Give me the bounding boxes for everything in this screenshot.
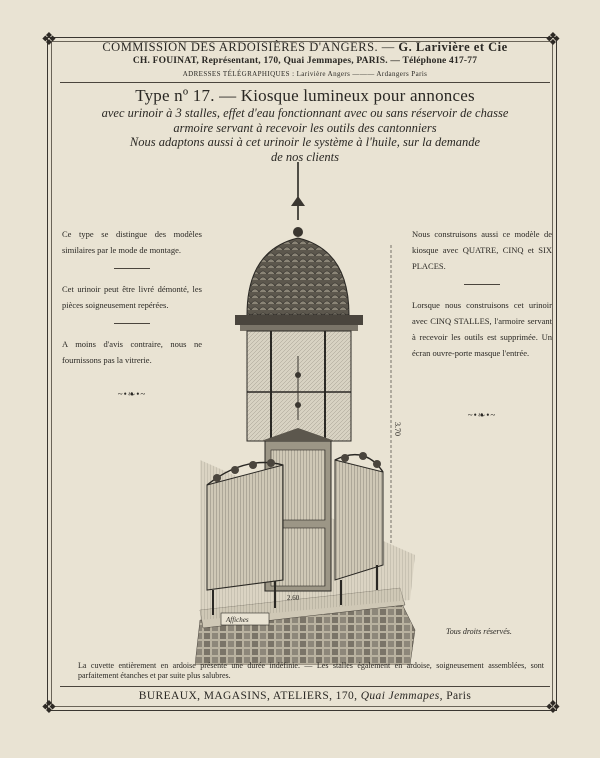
ornament-icon: ~•❧•~ [117,389,147,399]
right-column [412,226,552,423]
left-paragraph: Cet urinoir peut être livré démonté, les pièces soigneusement repérées. [62,284,202,310]
corner-ornament-icon: ❖ [40,697,58,717]
left-paragraph: Ce type se distingue des modèles similaires par le mode de montage. [62,229,202,255]
subtitle-line: Nous adaptons aussi à cet urinoir le système à l'huile, sur la demande [129,135,481,149]
letterhead: COMMISSION DES ARDOISIÈRES D'ANGERS. — G. Larivière et Cie [102,40,508,54]
telegraph-line: ADRESSES TÉLÉGRAPHIQUES : Larivière Angers ——— Ardangers Paris [182,70,428,78]
footer-prefix: BUREAUX, MAGASINS, ATELIERS, 170, [138,690,358,702]
subtitle-line: de nos clients [270,149,340,164]
right-paragraph: Lorsque nous construisons cet urinoir avec CINQ STALLES, l'armoire servant à recevoir les outils est supprimée. Un écran ouvre-porte masque l'entrée. [412,300,552,358]
left-column [62,226,202,402]
subtitle [60,106,550,164]
separator [114,323,150,324]
spire-ball [293,227,303,237]
right-paragraph: Nous construisons aussi ce modèle de kiosque avec QUATRE, CINQ et SIX PLACES. [412,229,552,271]
representative-line: CH. FOUINAT, Représentant, 170, Quai Jemmapes, PARIS. — Téléphone 417-77 [132,56,478,66]
left-paragraph: A moins d'avis contraire, nous ne fournissons pas la vitrerie. [62,339,202,365]
corner-ornament-icon: ❖ [40,29,58,49]
separator [114,268,150,269]
header-rule [60,82,550,83]
stalls-right [335,460,383,580]
corner-ornament-icon: ❖ [544,29,562,49]
corner-ornament-icon: ❖ [544,697,562,717]
kiosk-illustration [195,160,420,665]
subtitle-line: armoire servant à recevoir les outils des cantonniers [173,120,437,135]
telegraph-address-2: Ardangers Paris [376,70,428,78]
dome-cornice [235,315,363,325]
stalls-left [207,465,283,590]
ornament-icon: ~•❧•~ [467,410,497,420]
height-label: 3.70 [393,422,402,436]
rights-notice: Tous droits réservés. [446,627,512,636]
base-label: 2.60 [287,594,300,602]
separator [464,284,500,285]
kiosk-dome [247,238,349,315]
footer-street: Quai Jemmapes, [360,690,443,702]
footnote: La cuvette entièrement en ardoise présente une durée indéfinie. — Les stalles également en ardoise, soigneusement assemblées, sont parfaitement étanches et par suite plus salubres. [78,661,544,680]
agent-name: G. Larivière et Cie [398,40,508,54]
poster-sign-label: Affiches [226,616,249,624]
footer-address [60,690,550,702]
subtitle-line: avec urinoir à 3 stalles, effet d'eau fonctionnant avec ou sans réservoir de chasse [101,106,509,120]
commission-name: COMMISSION DES ARDOISIÈRES D'ANGERS. [102,40,379,54]
page-title: Type nº 17. — Kiosque lumineux pour annonces [135,86,475,105]
spire-ornament [291,196,305,206]
dome-frieze [240,325,358,331]
telegraph-address-1: Larivière Angers [296,70,351,78]
footer-rule [60,686,550,687]
lantern-body [247,331,351,441]
telegraph-label: ADRESSES TÉLÉGRAPHIQUES : [182,70,295,78]
footer-city: Paris [446,690,472,702]
